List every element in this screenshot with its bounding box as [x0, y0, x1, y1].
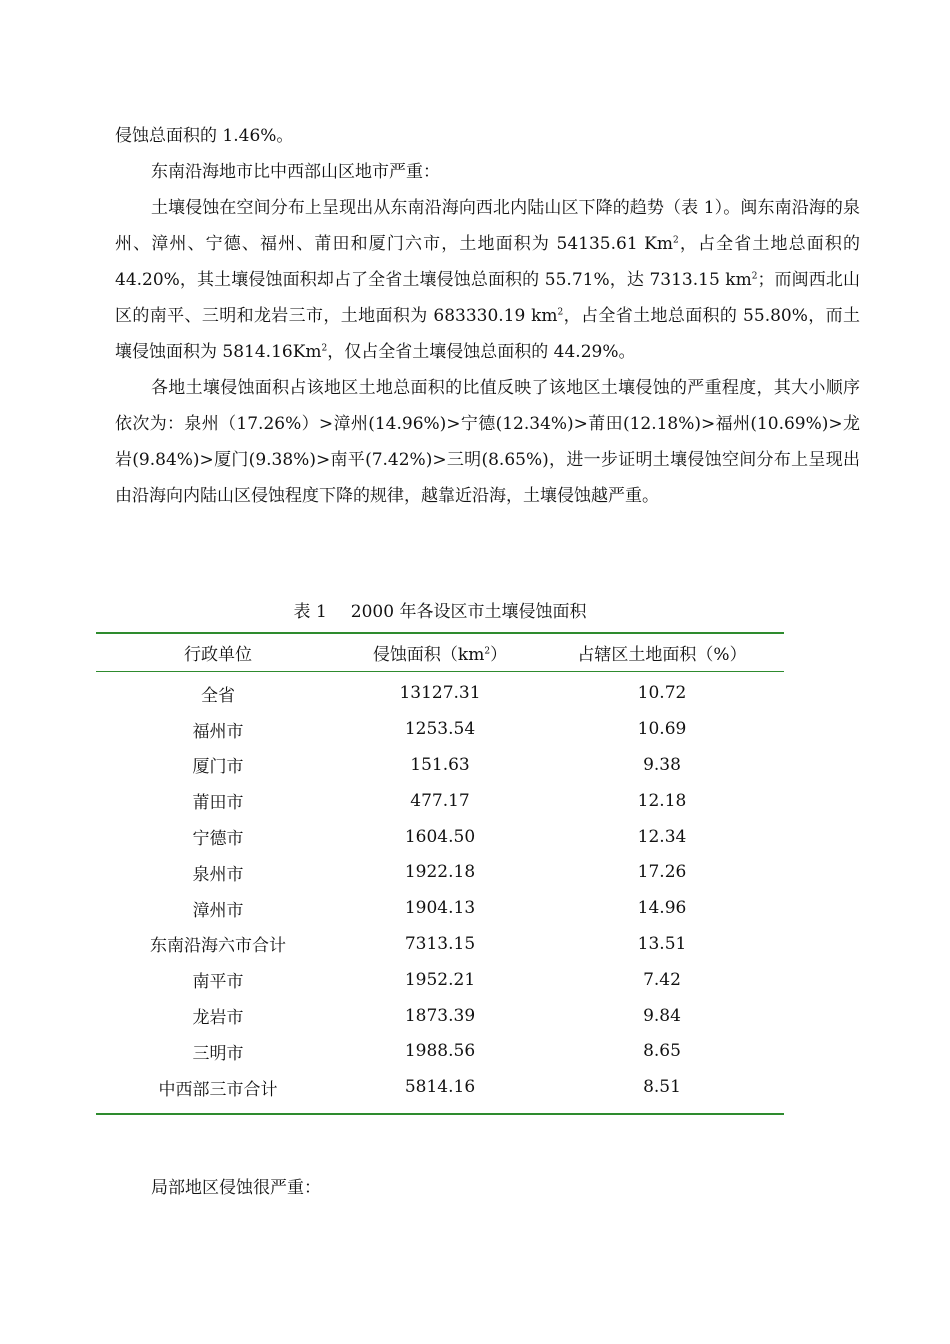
table-row: [96, 1069, 784, 1114]
cell-percent: 10.69: [637, 719, 687, 740]
cell-unit: 三明市: [192, 1043, 244, 1064]
cell-area: 7313.15: [404, 933, 476, 954]
table-row: [96, 1033, 784, 1069]
table-caption: [96, 598, 784, 626]
cell-unit: 福州市: [192, 721, 244, 742]
header-area: [340, 633, 540, 671]
superscript: 2: [484, 646, 491, 657]
paragraph-coastal-heading: 东南沿海地市比中西部山区地市严重：: [151, 162, 440, 182]
table-row: [96, 819, 784, 855]
text-segment: ，仅占全省土壤侵蚀总面积的 44.29%。: [327, 342, 636, 362]
table-row: [96, 711, 784, 747]
header-area-close: ）: [490, 644, 508, 665]
cell-unit: 厦门市: [192, 757, 244, 778]
cell-percent: 17.26: [637, 862, 687, 883]
paragraph-continued: 侵蚀总面积的 1.46%。: [115, 126, 294, 146]
table-row: [96, 962, 784, 998]
cell-percent: 9.84: [643, 1005, 681, 1026]
cell-unit: 中西部三市合计: [96, 1069, 340, 1114]
cell-area: 1922.18: [404, 862, 476, 883]
cell-area: 151.63: [410, 754, 470, 775]
cell-area: 5814.16: [340, 1069, 540, 1114]
cell-unit: 宁德市: [192, 829, 244, 850]
table-title: 2000 年各设区市土壤侵蚀面积: [350, 602, 587, 622]
table-row: [96, 783, 784, 819]
superscript: 2: [751, 271, 758, 282]
cell-percent: 8.65: [643, 1041, 681, 1062]
cell-percent: 14.96: [637, 898, 687, 919]
body-text: [115, 118, 860, 514]
header-area-text: 侵蚀面积（km: [372, 644, 485, 665]
text-segment: ；而闽西北山区的南平、三明和龙岩三市，土地面积为 683330.19 km: [115, 270, 860, 326]
cell-percent: 12.34: [637, 826, 687, 847]
table-number: 表 1: [293, 602, 327, 622]
superscript: 2: [673, 235, 679, 246]
table-row: [96, 854, 784, 890]
cell-percent: 7.42: [643, 969, 681, 990]
text-segment: 土壤侵蚀在空间分布上呈现出从东南沿海向西北内陆山区下降的趋势（表 1）。闽东南沿海的泉州、漳州、宁德、福州、莆田和厦门六市，土地面积为 54135.61 Km: [115, 198, 860, 254]
cell-percent: 10.72: [637, 683, 687, 704]
superscript: 2: [557, 307, 564, 318]
cell-unit: 泉州市: [192, 864, 244, 885]
cell-area: 1952.21: [404, 969, 476, 990]
cell-area: 1873.39: [404, 1005, 476, 1026]
cell-unit: 龙岩市: [192, 1008, 244, 1029]
cell-area: 1604.50: [404, 826, 476, 847]
table-row: [96, 747, 784, 783]
text-segment: ，占全省土地总面积的 55.80%，而土壤侵蚀面积为 5814.16Km: [115, 306, 860, 362]
table-row: [96, 890, 784, 926]
cell-percent: 8.51: [540, 1069, 784, 1114]
cell-percent: 9.38: [643, 754, 681, 775]
cell-unit: 莆田市: [192, 793, 244, 814]
paragraph-severity-ranking: 各地土壤侵蚀面积占该地区土地总面积的比值反映了该地区土壤侵蚀的严重程度，其大小顺序依次为：泉州（17.26%）>漳州(14.96%)>宁德(12.34%)>莆田(12.18%)>福州(10.69%)>龙岩(9.84%)>厦门(9.38%)>南平(7.42%)>三明(8.65%)，进一步证明土壤侵蚀空间分布上呈现出由沿海向内陆山区侵蚀程度下降的规律，越靠近沿海，土壤侵蚀越严重。: [115, 378, 860, 506]
superscript: 2: [321, 343, 328, 354]
cell-unit: 南平市: [192, 972, 244, 993]
table-row: [96, 671, 784, 711]
table-header-row: [96, 633, 784, 671]
cell-area: 1988.56: [404, 1041, 476, 1062]
cell-area: 1253.54: [404, 719, 476, 740]
paragraph-spatial-distribution: [115, 190, 860, 370]
table-row: [96, 926, 784, 962]
cell-area: 1904.13: [404, 898, 476, 919]
text-segment: ，占全省土地总面积的 44.20%，其土壤侵蚀面积却占了全省土壤侵蚀总面积的 55.71%，达 7313.15 km: [115, 234, 861, 290]
cell-percent: 13.51: [637, 933, 687, 954]
erosion-table: [96, 632, 784, 1115]
table-row: [96, 998, 784, 1034]
paragraph-local-severity: 局部地区侵蚀很严重：: [151, 1178, 321, 1198]
cell-area: 13127.31: [399, 683, 481, 704]
cell-unit: 全省: [201, 685, 235, 706]
header-unit: 行政单位: [96, 633, 340, 671]
cell-unit: 东南沿海六市合计: [150, 936, 286, 957]
header-percent: 占辖区土地面积（%）: [540, 633, 784, 671]
cell-area: 477.17: [410, 790, 470, 811]
cell-percent: 12.18: [637, 790, 687, 811]
cell-unit: 漳州市: [192, 900, 244, 921]
